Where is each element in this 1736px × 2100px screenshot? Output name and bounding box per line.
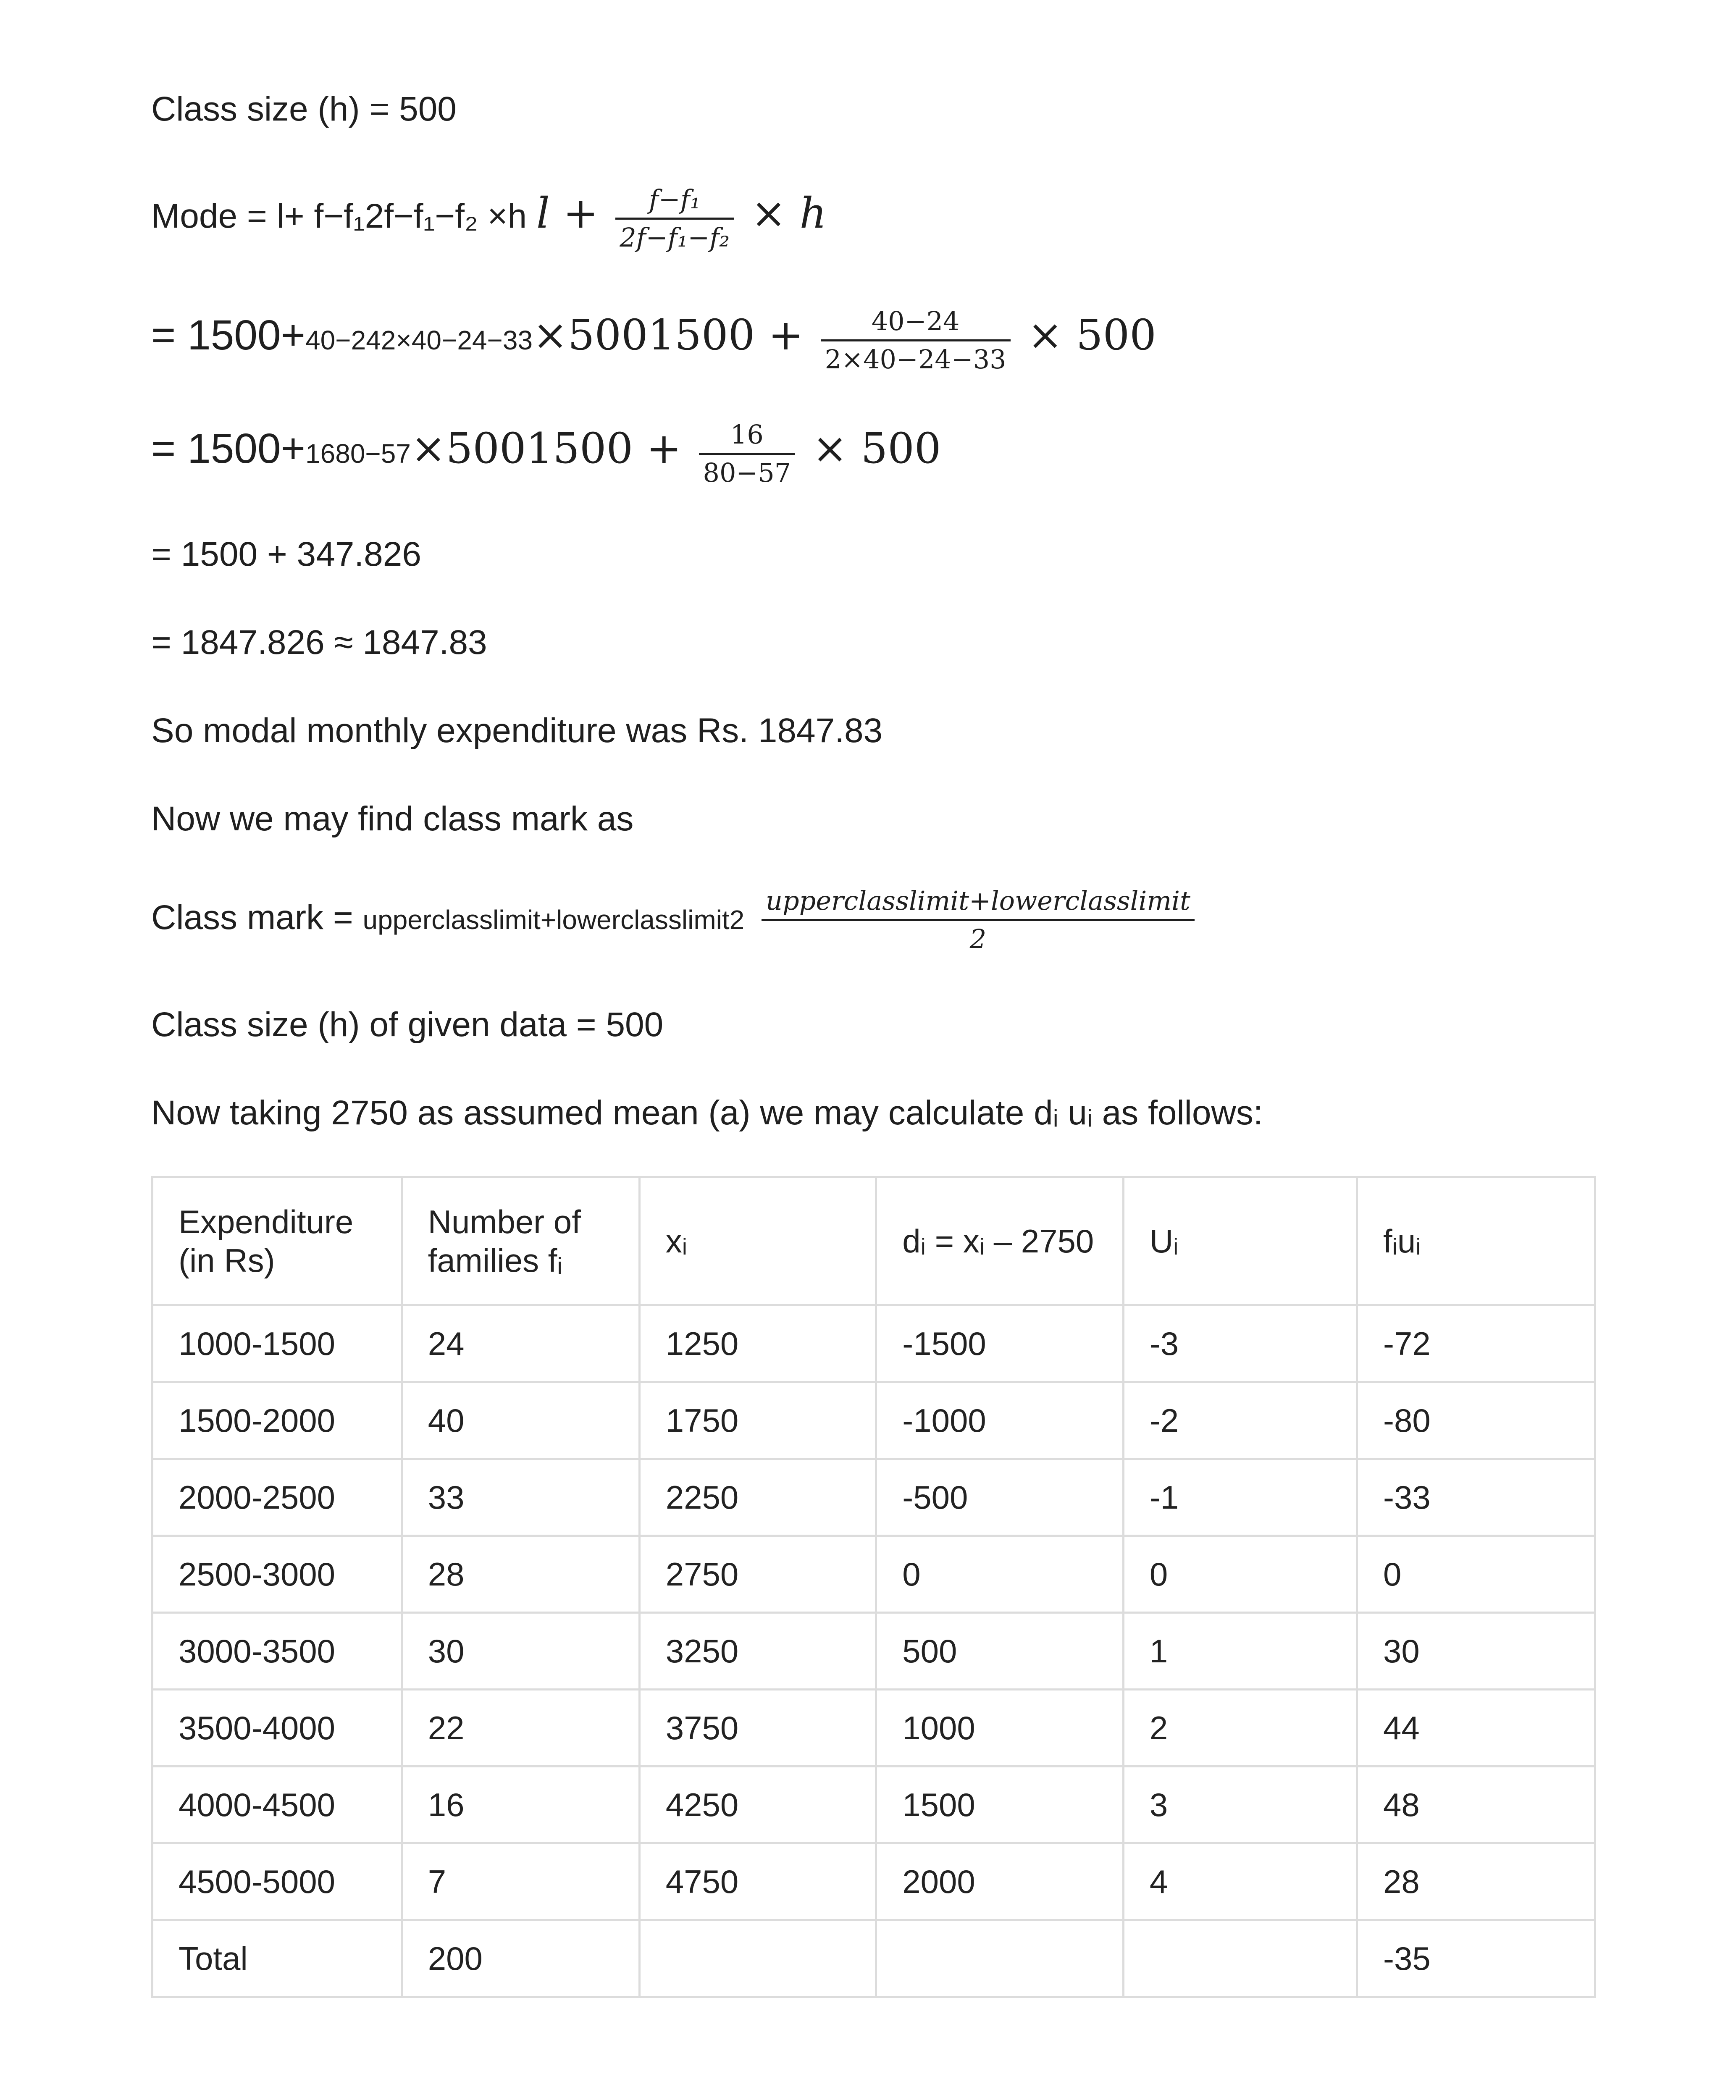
class-mark-formula bbox=[151, 886, 1202, 954]
mode-formula bbox=[151, 185, 827, 252]
cell-fiui: 30 bbox=[1357, 1613, 1595, 1690]
class-mark-numerator: upperclasslimit+lowerclasslimit bbox=[762, 886, 1195, 921]
cell-ui: 1 bbox=[1123, 1613, 1357, 1690]
cell-fiui: 44 bbox=[1357, 1690, 1595, 1767]
cell-families: 22 bbox=[402, 1690, 639, 1767]
cell-expenditure: 1000-1500 bbox=[152, 1305, 402, 1382]
header-families: Number of families fᵢ bbox=[402, 1177, 639, 1305]
cell-xi: 1750 bbox=[639, 1382, 876, 1459]
mode-inline-text: l+ f−f₁2f−f₁−f₂ ×h bbox=[276, 197, 527, 236]
cell-expenditure: 3000-3500 bbox=[152, 1613, 402, 1690]
cell-xi: 4750 bbox=[639, 1843, 876, 1920]
cell-fiui: -80 bbox=[1357, 1382, 1595, 1459]
table-row bbox=[152, 1690, 1595, 1767]
table-header-row bbox=[152, 1177, 1595, 1305]
step2-prefix: = 1500+ bbox=[151, 425, 306, 472]
cell-fiui: 28 bbox=[1357, 1843, 1595, 1920]
cell-di: 500 bbox=[876, 1613, 1124, 1690]
mode-step-4: = 1847.826 ≈ 1847.83 bbox=[151, 623, 487, 662]
cell-fiui: 0 bbox=[1357, 1536, 1595, 1613]
mode-fraction-numerator: f−f₁ bbox=[615, 185, 734, 220]
header-fiui: fᵢuᵢ bbox=[1357, 1177, 1595, 1305]
cell-expenditure: 1500-2000 bbox=[152, 1382, 402, 1459]
class-mark-intro: Now we may find class mark as bbox=[151, 800, 634, 838]
cell-families: 33 bbox=[402, 1459, 639, 1536]
step2-fraction-denominator: 80−57 bbox=[703, 457, 791, 488]
cell-ui: -3 bbox=[1123, 1305, 1357, 1382]
cell-families: 24 bbox=[402, 1305, 639, 1382]
cell-total-label: Total bbox=[152, 1920, 402, 1997]
table-row bbox=[152, 1382, 1595, 1459]
mode-prefix: Mode = bbox=[151, 197, 277, 236]
header-ui: Uᵢ bbox=[1123, 1177, 1357, 1305]
table-total-row bbox=[152, 1920, 1595, 1997]
step2-fraction-numerator: 16 bbox=[699, 420, 796, 455]
mode-latex-l: l + bbox=[536, 189, 599, 238]
cell-families: 30 bbox=[402, 1613, 639, 1690]
cell-families: 16 bbox=[402, 1767, 639, 1843]
cell-di: -500 bbox=[876, 1459, 1124, 1536]
step2-fraction bbox=[699, 420, 796, 488]
table-row bbox=[152, 1843, 1595, 1920]
step2-tail: × 500 bbox=[812, 424, 941, 473]
cell-ui: -1 bbox=[1123, 1459, 1357, 1536]
step1-fraction-denominator: 2×40−24−33 bbox=[825, 344, 1006, 375]
class-size-given-line: Class size (h) of given data = 500 bbox=[151, 1005, 664, 1044]
step2-mid: ×5001500 + bbox=[410, 424, 682, 473]
cell-xi: 3250 bbox=[639, 1613, 876, 1690]
step2-inline: 1680−57 bbox=[305, 438, 411, 469]
cell-di: 1500 bbox=[876, 1767, 1124, 1843]
cell-fiui: 48 bbox=[1357, 1767, 1595, 1843]
cell-di: 1000 bbox=[876, 1690, 1124, 1767]
mode-step-1 bbox=[151, 307, 1156, 374]
header-expenditure: Expenditure (in Rs) bbox=[152, 1177, 402, 1305]
class-mark-fraction bbox=[762, 886, 1195, 954]
step1-tail: × 500 bbox=[1027, 310, 1156, 360]
cell-di: -1000 bbox=[876, 1382, 1124, 1459]
cell-xi: 3750 bbox=[639, 1690, 876, 1767]
cell-empty bbox=[876, 1920, 1124, 1997]
assumed-mean-line: Now taking 2750 as assumed mean (a) we may calculate dᵢ uᵢ as follows: bbox=[151, 1094, 1263, 1132]
mode-times-h: × h bbox=[751, 189, 827, 238]
table-row bbox=[152, 1305, 1595, 1382]
mode-step-2 bbox=[151, 420, 941, 488]
class-mark-denominator: 2 bbox=[969, 924, 987, 954]
step1-mid: ×5001500 + bbox=[533, 310, 804, 360]
class-mark-inline: upperclasslimit+lowerclasslimit2 bbox=[362, 905, 745, 935]
frequency-table bbox=[151, 1176, 1596, 1998]
cell-families: 40 bbox=[402, 1382, 639, 1459]
table-row bbox=[152, 1767, 1595, 1843]
cell-di: 0 bbox=[876, 1536, 1124, 1613]
cell-expenditure: 2500-3000 bbox=[152, 1536, 402, 1613]
class-mark-prefix: Class mark = bbox=[151, 898, 353, 937]
cell-expenditure: 2000-2500 bbox=[152, 1459, 402, 1536]
cell-xi: 2750 bbox=[639, 1536, 876, 1613]
table-row bbox=[152, 1536, 1595, 1613]
cell-expenditure: 4000-4500 bbox=[152, 1767, 402, 1843]
step1-prefix: = 1500+ bbox=[151, 312, 306, 359]
step1-fraction-numerator: 40−24 bbox=[821, 307, 1011, 341]
cell-fiui: -72 bbox=[1357, 1305, 1595, 1382]
mode-fraction bbox=[615, 185, 734, 252]
class-size-line: Class size (h) = 500 bbox=[151, 90, 457, 128]
cell-ui: 0 bbox=[1123, 1536, 1357, 1613]
cell-expenditure: 3500-4000 bbox=[152, 1690, 402, 1767]
step1-inline: 40−242×40−24−33 bbox=[305, 325, 533, 356]
cell-total-fiui: -35 bbox=[1357, 1920, 1595, 1997]
mode-step-3: = 1500 + 347.826 bbox=[151, 535, 421, 573]
cell-families: 7 bbox=[402, 1843, 639, 1920]
cell-di: -1500 bbox=[876, 1305, 1124, 1382]
cell-ui: 4 bbox=[1123, 1843, 1357, 1920]
header-di: dᵢ = xᵢ – 2750 bbox=[876, 1177, 1124, 1305]
modal-expenditure-line: So modal monthly expenditure was Rs. 1847.83 bbox=[151, 711, 883, 750]
cell-di: 2000 bbox=[876, 1843, 1124, 1920]
table-row bbox=[152, 1613, 1595, 1690]
cell-xi: 1250 bbox=[639, 1305, 876, 1382]
cell-ui: -2 bbox=[1123, 1382, 1357, 1459]
cell-ui: 2 bbox=[1123, 1690, 1357, 1767]
table-row bbox=[152, 1459, 1595, 1536]
cell-expenditure: 4500-5000 bbox=[152, 1843, 402, 1920]
cell-ui: 3 bbox=[1123, 1767, 1357, 1843]
cell-xi: 2250 bbox=[639, 1459, 876, 1536]
step1-fraction bbox=[821, 307, 1011, 374]
cell-empty bbox=[1123, 1920, 1357, 1997]
cell-families: 28 bbox=[402, 1536, 639, 1613]
cell-total-families: 200 bbox=[402, 1920, 639, 1997]
cell-empty bbox=[639, 1920, 876, 1997]
header-xi: xᵢ bbox=[639, 1177, 876, 1305]
cell-xi: 4250 bbox=[639, 1767, 876, 1843]
mode-fraction-denominator: 2f−f₁−f₂ bbox=[620, 222, 730, 253]
cell-fiui: -33 bbox=[1357, 1459, 1595, 1536]
